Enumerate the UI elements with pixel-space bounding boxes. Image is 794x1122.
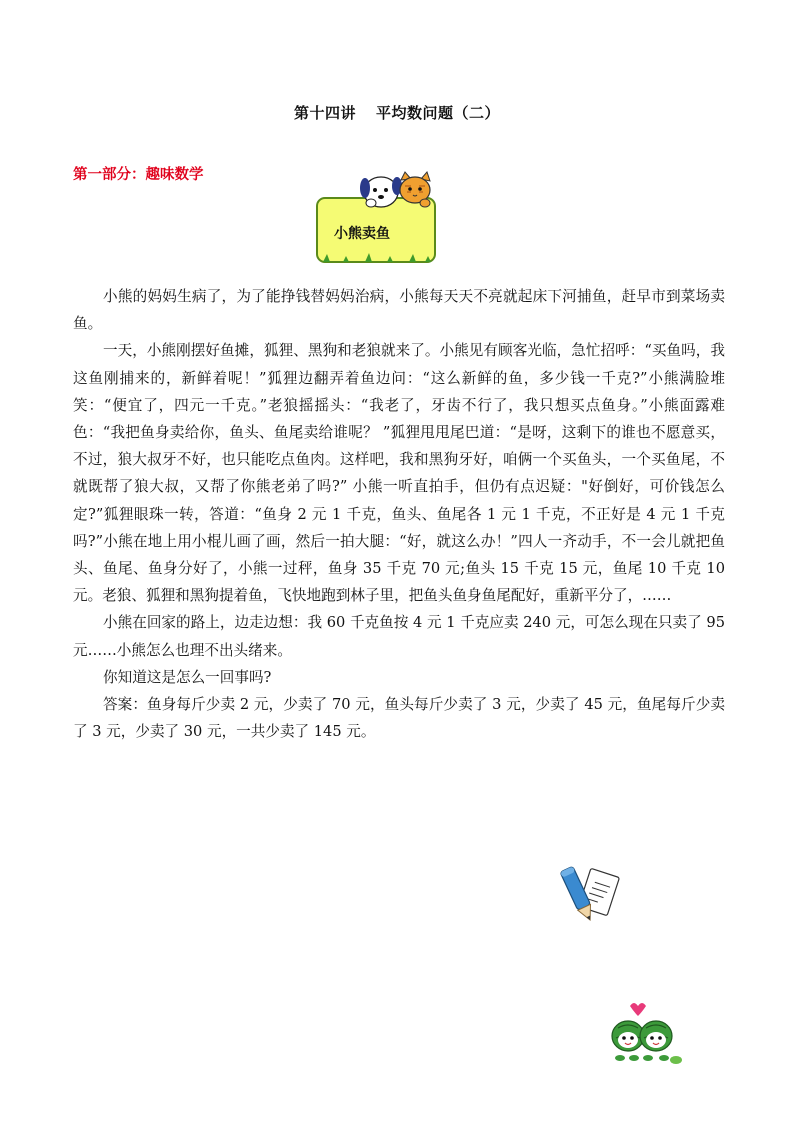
paragraph: 小熊在回家的路上，边走边想：我 60 千克鱼按 4 元 1 千克应卖 240 元，可怎么现在只卖了 95 元……小熊怎么也理不出头绪来。 xyxy=(73,614,725,659)
lecture-number: 第十四讲 xyxy=(293,104,356,122)
paragraph: 小熊的妈妈生病了，为了能挣钱替妈妈治病，小熊每天天不亮就起床下河捕鱼，赶早市到菜场卖鱼。 xyxy=(73,288,725,333)
pencil-note-icon xyxy=(560,862,620,930)
story-title: 小熊卖鱼 xyxy=(334,226,390,242)
question-paragraph: 你知道这是怎么一回事吗? xyxy=(103,668,272,686)
story-body xyxy=(73,283,725,745)
story-sign-illustration xyxy=(313,170,443,270)
paragraph: 一天，小熊刚摆好鱼摊，狐狸、黑狗和老狼就来了。小熊见有顾客光临，急忙招呼：“买鱼吗，我这鱼刚捕来的，新鲜着呢！”狐狸边翻弄着鱼边问：“这么新鲜的鱼，多少钱一千克?”小熊满脸堆笑：“便宜了，四元一千克。”老狼摇摇头：“我老了，牙齿不行了，我只想买点鱼身。”小熊面露难色：“我把鱼身卖给你，鱼头、鱼尾卖给谁呢？ ”狐狸甩甩尾巴道：“是呀，这剩下的谁也不愿意买，不过，狼大叔牙不好，也只能吃点鱼肉。这样吧，我和黑狗牙好，咱俩一个买鱼头，一个买鱼尾，不就既帮了狼大叔，又帮了你熊老弟了吗?” 小熊一听直拍手，但仍有点迟疑："好倒好，可价钱怎么定?”狐狸眼珠一转，答道：“鱼身 2 元 1 千克，鱼头、鱼尾各 1 元 1 千克，不正好是 4 元 1 千克吗?”小熊在地上用小棍儿画了画，然后一拍大腿：“好，就这么办！”四人一齐动手，不一会儿就把鱼头、鱼尾、鱼身分好了，小熊一过秤，鱼身 35 千克 70 元;鱼头 15 千克 15 元，鱼尾 10 千克 10 元。老狼、狐狸和黑狗提着鱼，飞快地跑到林子里，把鱼头鱼身鱼尾配好，重新平分了，…… xyxy=(73,342,725,605)
answer-paragraph: 答案：鱼身每斤少卖 2 元，少卖了 70 元，鱼头每斤少卖了 3 元，少卖了 45 元，鱼尾每斤少卖了 3 元，少卖了 30 元，一共少卖了 145 元。 xyxy=(73,696,725,741)
watermelon-mascot-icon xyxy=(604,998,686,1070)
section-heading: 第一部分：趣味数学 xyxy=(73,167,204,183)
lecture-topic: 平均数问题（二） xyxy=(376,104,501,122)
page-title xyxy=(0,102,794,123)
